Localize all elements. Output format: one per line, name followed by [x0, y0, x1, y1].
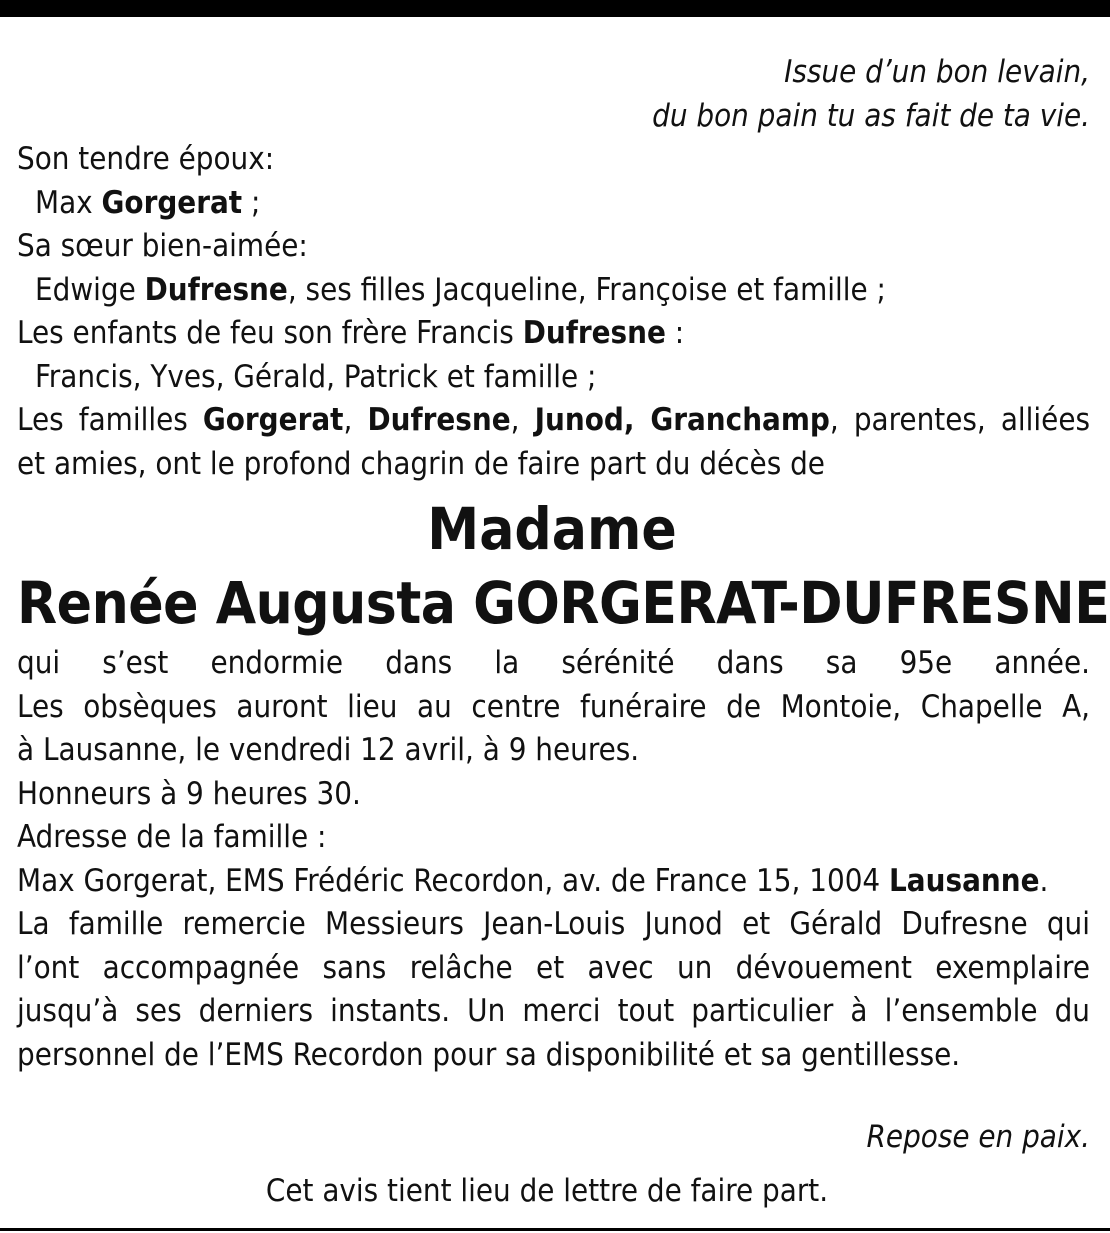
address-label: Adresse de la famille : — [17, 819, 327, 855]
thanks-line-1: La famille remercie Messieurs Jean-Louis Junod et Gérald Dufresne qui — [17, 906, 1090, 942]
nephews-intro-text: Les enfants de feu son frère Francis — [17, 315, 514, 351]
details-line-3: à Lausanne, le vendredi 12 avril, à 9 heures. — [17, 732, 640, 768]
sister-last-name: Dufresne — [144, 271, 288, 308]
spouse-last-name: Gorgerat — [101, 184, 243, 221]
family-gorgerat: Gorgerat — [202, 402, 344, 438]
final-note: Cet avis tient lieu de lettre de faire part. — [265, 1172, 829, 1209]
address-city: Lausanne — [889, 862, 1040, 899]
details-line-2: Les obsèques auront lieu au centre funéraire de Montoie, Chapelle A, — [17, 688, 1090, 725]
families-line-2: et amies, ont le profond chagrin de faire part du décès de — [17, 445, 825, 482]
family-junod-granchamp: Junod, Granchamp — [534, 402, 830, 438]
families-sep-2: , — [510, 402, 520, 438]
epigraph — [17, 51, 1090, 138]
families-suffix: , parentes, alliées — [829, 402, 1091, 438]
deceased-name: Renée Augusta GORGERAT-DUFRESNE — [17, 569, 1110, 637]
obituary-notice — [17, 51, 1110, 1213]
address-line — [17, 860, 1090, 904]
honours-line: Honneurs à 9 heures 30. — [17, 775, 361, 812]
spouse-name — [17, 182, 1090, 226]
thanks-line-3: jusqu’à ses derniers instants. Un merci tout particulier à l’ensemble du — [17, 993, 1090, 1029]
bottom-border-rule — [0, 1228, 1110, 1231]
epigraph-line-1: Issue d’un bon levain, — [784, 54, 1090, 90]
spouse-intro: Son tendre époux: — [17, 141, 275, 177]
families-sep-1: , — [343, 402, 353, 438]
epigraph-line-2: du bon pain tu as fait de ta vie. — [652, 97, 1090, 134]
spouse-first-name: Max — [35, 184, 93, 221]
address-text: Max Gorgerat, EMS Frédéric Recordon, av. de France 15, 1004 — [17, 862, 881, 899]
address-end: . — [1039, 862, 1049, 899]
sister-rest: , ses filles Jacqueline, Françoise et famille ; — [287, 271, 886, 308]
top-border-rule — [0, 0, 1110, 17]
spouse-end: ; — [242, 184, 261, 221]
families-line-1 — [17, 399, 1090, 443]
deceased-title: Madame — [427, 495, 677, 563]
details-line-1: qui s’est endormie dans la sérénité dans sa 95e année. — [17, 645, 1090, 681]
thanks-line-2: l’ont accompagnée sans relâche et avec un dévouement exemplaire — [17, 949, 1090, 986]
nephews-end: : — [665, 315, 685, 351]
nephews-names: Francis, Yves, Gérald, Patrick et famille ; — [35, 358, 597, 395]
sister-intro: Sa sœur bien-aimée: — [17, 228, 308, 264]
sister-first-name: Edwige — [35, 271, 136, 308]
thanks-line-4: personnel de l’EMS Recordon pour sa disponibilité et sa gentillesse. — [17, 1036, 961, 1073]
closing-phrase: Repose en paix. — [866, 1119, 1090, 1155]
nephews-intro — [17, 312, 1090, 356]
funeral-details — [17, 642, 1090, 1077]
sister-name — [17, 269, 1090, 313]
family-dufresne: Dufresne — [367, 402, 511, 438]
family-list — [17, 138, 1090, 486]
nephews-last-name: Dufresne — [522, 315, 666, 351]
families-prefix: Les familles — [17, 402, 188, 438]
